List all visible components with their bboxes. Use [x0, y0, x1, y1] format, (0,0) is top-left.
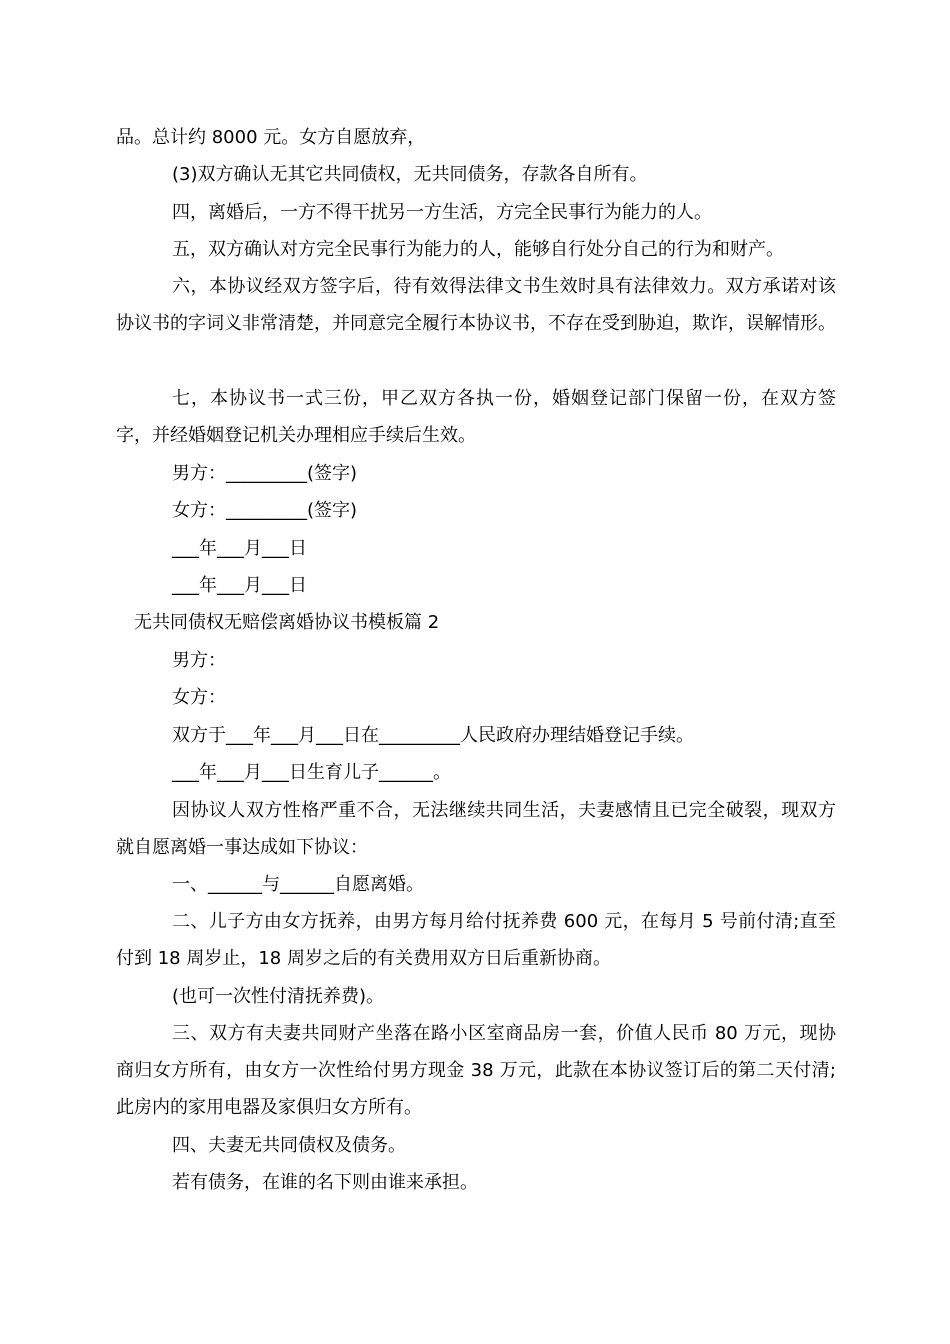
paragraph-clause-5: 五，双方确认对方完全民事行为能力的人，能够自行处分自己的行为和财产。	[172, 239, 784, 260]
paragraph-clause-7: 七，本协议书一式三份，甲乙双方各执一份，婚姻登记部门保留一份，在双方签字，并经婚姻登记机关办理相应手续后生效。	[116, 388, 836, 446]
paragraph-article-4: 四、夫妻无共同债权及债务。	[172, 1135, 406, 1156]
signature-female: 女方：_________(签字)	[172, 500, 358, 521]
signature-male: 男方：_________(签字)	[172, 463, 358, 484]
date-line-2: ___年___月___日	[172, 575, 307, 596]
paragraph-debt-responsibility: 若有债务，在谁的名下则由谁来承担。	[172, 1172, 478, 1193]
paragraph-marriage-registration: 双方于___年___月___日在_________人民政府办理结婚登记手续。	[172, 725, 694, 746]
section-title: 无共同债权无赔偿离婚协议书模板篇 2	[134, 612, 440, 633]
party-male: 男方：	[172, 650, 226, 671]
paragraph-clause-6: 六，本协议经双方签字后，待有效得法律文书生效时具有法律效力。双方承诺对该协议书的字词义非常清楚，并同意完全履行本协议书，不存在受到胁迫，欺诈，误解情形。	[116, 276, 836, 334]
paragraph-article-2: 二、儿子方由女方抚养，由男方每月给付抚养费 600 元，在每月 5 号前付清;直至付到 18 周岁止，18 周岁之后的有关费用双方日后重新协商。	[116, 911, 836, 969]
paragraph-no-debts: (3)双方确认无其它共同债权，无共同债务，存款各自所有。	[172, 164, 648, 185]
paragraph-preamble: 因协议人双方性格严重不合，无法继续共同生活，夫妻感情且已完全破裂，现双方就自愿离婚一事达成如下协议：	[116, 800, 836, 858]
paragraph-clause-4: 四，离婚后，一方不得干扰另一方生活，方完全民事行为能力的人。	[172, 202, 712, 223]
date-line-1: ___年___月___日	[172, 538, 307, 559]
paragraph-article-1: 一、______与______自愿离婚。	[172, 874, 424, 895]
paragraph-article-3: 三、双方有夫妻共同财产坐落在路小区室商品房一套，价值人民币 80 万元，现协商归女方所有，由女方一次性给付男方现金 38 万元，此款在本协议签订后的第二天付清;此房内的家用电器及家俱归女方所有。	[116, 1023, 836, 1118]
paragraph-child-birth: ___年___月___日生育儿子______。	[172, 762, 451, 783]
paragraph-item-total: 品。总计约 8000 元。女方自愿放弃，	[116, 127, 426, 148]
paragraph-lump-sum-note: (也可一次性付清抚养费)。	[172, 986, 385, 1007]
party-female: 女方：	[172, 687, 226, 708]
